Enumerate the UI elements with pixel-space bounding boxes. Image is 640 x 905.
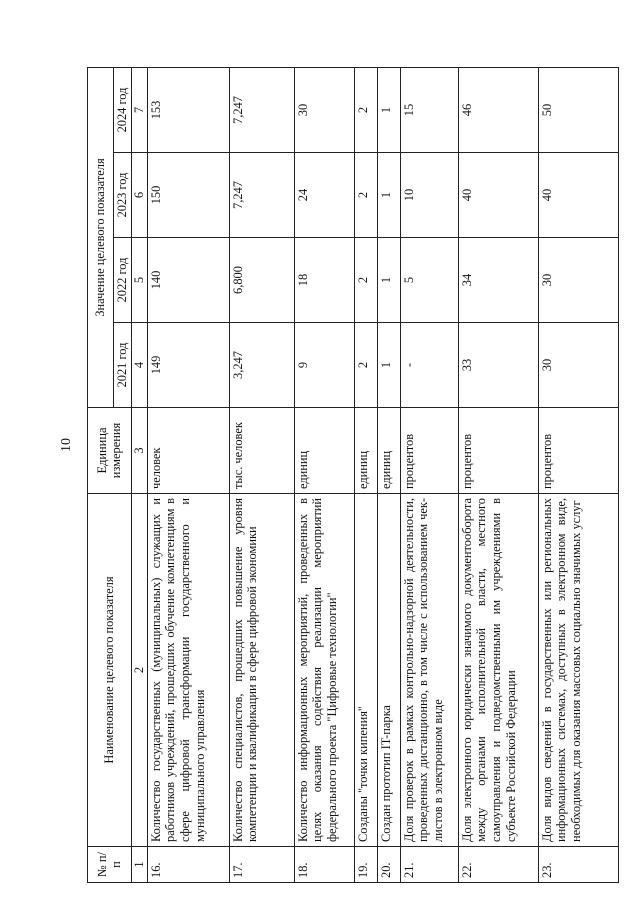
index-cell: 7 bbox=[131, 68, 147, 153]
table-row bbox=[229, 68, 294, 883]
value-2024: 46 bbox=[458, 68, 538, 153]
row-number: 23. bbox=[538, 847, 618, 883]
value-2021: 9 bbox=[294, 323, 354, 408]
page-number: 10 bbox=[59, 438, 74, 452]
row-number: 19. bbox=[354, 847, 377, 883]
indicator-name: Доля видов сведений в государственных или региональных информационных системах, доступных в электронном виде, необходимых для оказания массовых социально значимых услуг bbox=[538, 494, 618, 847]
value-2022: 34 bbox=[458, 238, 538, 323]
header-value-group: Значение целевого показателя bbox=[88, 68, 114, 408]
indicator-unit: человек bbox=[147, 408, 229, 494]
value-2024: 15 bbox=[400, 68, 458, 153]
value-2022: 5 bbox=[400, 238, 458, 323]
index-cell: 3 bbox=[131, 408, 147, 494]
value-2021: 149 bbox=[147, 323, 229, 408]
index-cell: 4 bbox=[131, 323, 147, 408]
index-cell: 1 bbox=[131, 847, 147, 883]
table-body bbox=[147, 68, 618, 883]
indicator-unit: процентов bbox=[538, 408, 618, 494]
table-row bbox=[538, 68, 618, 883]
value-2023: 1 bbox=[377, 153, 400, 238]
table-row bbox=[377, 68, 400, 883]
index-cell: 5 bbox=[131, 238, 147, 323]
row-number: 20. bbox=[377, 847, 400, 883]
indicator-name: Количество информационных мероприятий, проведенных в целях оказания содействия реализации мероприятий федерального проекта "Цифровые технологии" bbox=[294, 494, 354, 847]
table-row bbox=[400, 68, 458, 883]
value-2023: 10 bbox=[400, 153, 458, 238]
value-2023: 40 bbox=[538, 153, 618, 238]
indicator-unit: процентов bbox=[400, 408, 458, 494]
value-2024: 50 bbox=[538, 68, 618, 153]
indicator-name: Доля электронного юридически значимого документооборота между органами исполнительной власти, местного самоуправления и подведомственными им учреждениями в субъекте Российской Федерации bbox=[458, 494, 538, 847]
table-header bbox=[88, 68, 148, 883]
rotated-table-container bbox=[87, 68, 622, 883]
value-2022: 30 bbox=[538, 238, 618, 323]
value-2021: 30 bbox=[538, 323, 618, 408]
value-2024: 30 bbox=[294, 68, 354, 153]
indicator-unit: тыс. человек bbox=[229, 408, 294, 494]
header-name: Наименование целевого показателя bbox=[88, 494, 132, 847]
value-2021: 3,247 bbox=[229, 323, 294, 408]
index-cell: 2 bbox=[131, 494, 147, 847]
value-2022: 6,800 bbox=[229, 238, 294, 323]
value-2024: 2 bbox=[354, 68, 377, 153]
header-year-2023: 2023 год bbox=[114, 153, 132, 238]
value-2021: 1 bbox=[377, 323, 400, 408]
indicator-unit: единиц bbox=[354, 408, 377, 494]
table-row bbox=[147, 68, 229, 883]
indicator-unit: единиц bbox=[294, 408, 354, 494]
row-number: 21. bbox=[400, 847, 458, 883]
value-2023: 2 bbox=[354, 153, 377, 238]
indicator-name: Доля проверок в рамках контрольно-надзорной деятельности, проведенных дистанционно, в том числе с использованием чек-листов в электронном виде bbox=[400, 494, 458, 847]
table-row bbox=[458, 68, 538, 883]
value-2022: 1 bbox=[377, 238, 400, 323]
header-num: № п/п bbox=[88, 847, 132, 883]
value-2021: - bbox=[400, 323, 458, 408]
value-2024: 153 bbox=[147, 68, 229, 153]
value-2021: 2 bbox=[354, 323, 377, 408]
indicator-name: Количество государственных (муниципальных) служащих и работников учреждений, прошедших обучение компетенциям в сфере цифровой трансформации государственного и муниципального управления bbox=[147, 494, 229, 847]
value-2023: 24 bbox=[294, 153, 354, 238]
row-number: 22. bbox=[458, 847, 538, 883]
indicator-name: Создан прототип IT-парка bbox=[377, 494, 400, 847]
header-unit: Единица измерения bbox=[88, 408, 132, 494]
value-2022: 140 bbox=[147, 238, 229, 323]
index-cell: 6 bbox=[131, 153, 147, 238]
indicator-table bbox=[87, 67, 619, 883]
table-row bbox=[294, 68, 354, 883]
value-2022: 2 bbox=[354, 238, 377, 323]
header-year-2021: 2021 год bbox=[114, 323, 132, 408]
value-2023: 40 bbox=[458, 153, 538, 238]
indicator-unit: процентов bbox=[458, 408, 538, 494]
table-row bbox=[354, 68, 377, 883]
header-year-2022: 2022 год bbox=[114, 238, 132, 323]
header-year-2024: 2024 год bbox=[114, 68, 132, 153]
value-2024: 7,247 bbox=[229, 68, 294, 153]
value-2023: 150 bbox=[147, 153, 229, 238]
value-2022: 18 bbox=[294, 238, 354, 323]
row-number: 18. bbox=[294, 847, 354, 883]
value-2023: 7,247 bbox=[229, 153, 294, 238]
indicator-name: Количество специалистов, прошедших повышение уровня компетенции и квалификации в сфере цифровой экономики bbox=[229, 494, 294, 847]
value-2024: 1 bbox=[377, 68, 400, 153]
indicator-unit: единиц bbox=[377, 408, 400, 494]
value-2021: 33 bbox=[458, 323, 538, 408]
row-number: 16. bbox=[147, 847, 229, 883]
indicator-name: Созданы "точки кипения" bbox=[354, 494, 377, 847]
row-number: 17. bbox=[229, 847, 294, 883]
